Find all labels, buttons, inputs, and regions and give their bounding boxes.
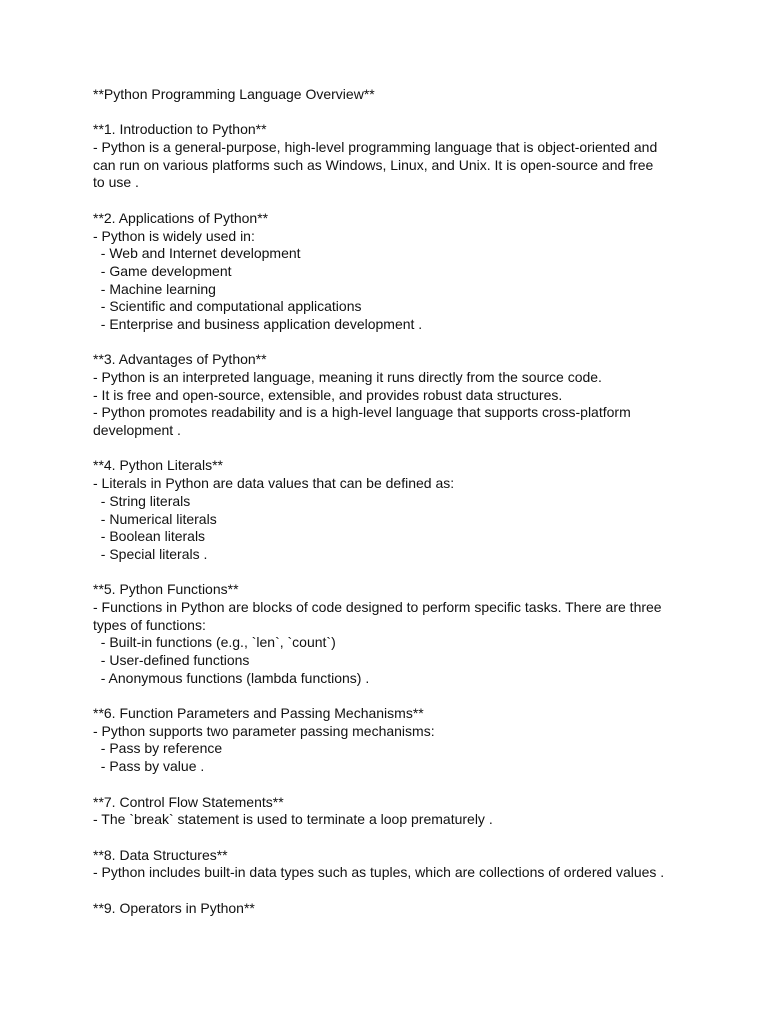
section-list-item: - Enterprise and business application development .	[93, 315, 423, 332]
blank-line	[93, 776, 693, 794]
section-heading: **7. Control Flow Statements**	[93, 793, 284, 810]
section-list-item: - Game development	[93, 262, 232, 279]
section-text-line: - Python is an interpreted language, meaning it runs directly from the source code.	[93, 369, 602, 385]
section-list-item: - Scientific and computational applications	[93, 298, 362, 315]
section-list-item: - Special literals .	[93, 545, 208, 562]
section-text-line: development .	[93, 422, 181, 439]
section-heading: **2. Applications of Python**	[93, 209, 269, 226]
section-heading: **3. Advantages of Python**	[93, 351, 267, 368]
section-text-line: to use .	[93, 174, 139, 191]
section-heading: **6. Function Parameters and Passing Mechanisms**	[93, 705, 424, 722]
section-list-item: - Anonymous functions (lambda functions) .	[93, 669, 370, 686]
blank-line	[93, 829, 693, 847]
section-text-line: - Python includes built-in data types such as tuples, which are collections of ordered values .	[93, 864, 665, 881]
section-list-item: - Web and Internet development	[93, 245, 301, 262]
document-title: **Python Programming Language Overview**	[93, 86, 375, 102]
section-text-line: - Python promotes readability and is a high-level language that supports cross-platform	[93, 404, 631, 421]
section-list-item: - Boolean literals	[93, 528, 206, 545]
section-list-item: - String literals	[93, 492, 191, 509]
section-text-line: - The `break` statement is used to terminate a loop prematurely .	[93, 811, 493, 828]
blank-line	[93, 104, 693, 122]
section-text-line: - Literals in Python are data values that can be defined as:	[93, 475, 455, 492]
blank-line	[93, 687, 693, 705]
blank-line	[93, 440, 693, 458]
blank-line	[93, 564, 693, 582]
section-heading: **8. Data Structures**	[93, 846, 228, 863]
section-text-line: - Python supports two parameter passing mechanisms:	[93, 722, 435, 739]
blank-line	[93, 334, 693, 352]
section-list-item: - Pass by value .	[93, 758, 205, 775]
section-heading: **5. Python Functions**	[93, 581, 239, 598]
section-list-item: - Built-in functions (e.g., `len`, `count`)	[93, 634, 336, 651]
blank-line	[93, 882, 693, 900]
section-list-item: - Machine learning	[93, 280, 216, 297]
document-body	[93, 86, 693, 917]
section-text-line: - Python is widely used in:	[93, 227, 255, 244]
section-text-line: - It is free and open-source, extensible, and provides robust data structures.	[93, 386, 563, 403]
section-list-item: - Numerical literals	[93, 510, 217, 527]
section-text-line: types of functions:	[93, 616, 206, 633]
section-heading: **9. Operators in Python**	[93, 899, 255, 916]
section-text-line: can run on various platforms such as Windows, Linux, and Unix. It is open-source and free	[93, 156, 654, 173]
section-list-item: - User-defined functions	[93, 652, 250, 668]
section-heading: **1. Introduction to Python**	[93, 121, 267, 138]
section-text-line: - Python is a general-purpose, high-level programming language that is object-oriented and	[93, 139, 658, 156]
blank-line	[93, 192, 693, 210]
section-text-line: - Functions in Python are blocks of code designed to perform specific tasks. There are three	[93, 598, 662, 615]
section-list-item: - Pass by reference	[93, 740, 223, 757]
section-heading: **4. Python Literals**	[93, 457, 223, 474]
